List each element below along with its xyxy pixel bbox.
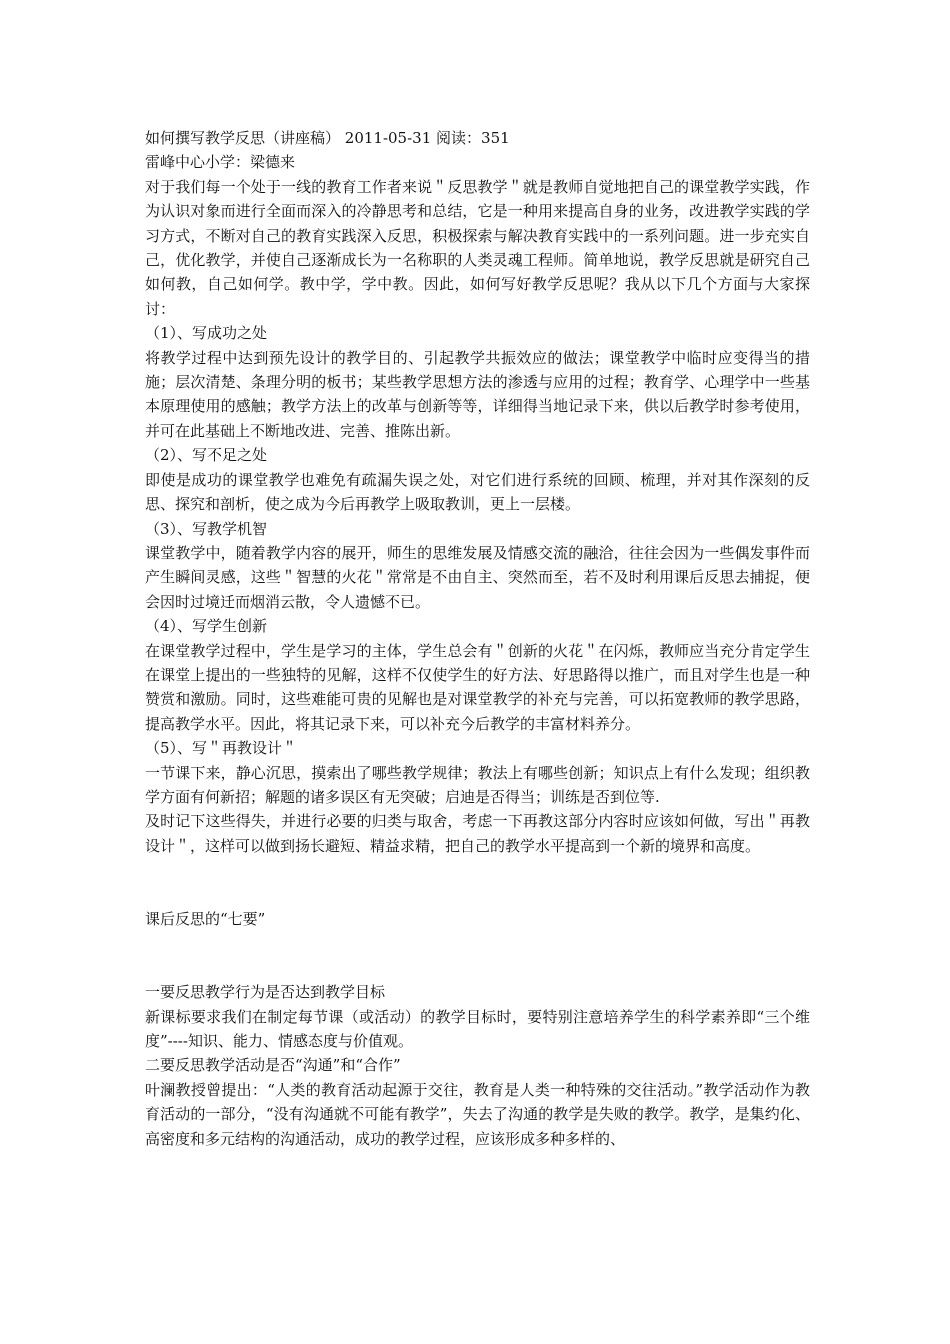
section-heading-5: （5）、写＂再教设计＂: [145, 739, 298, 758]
section-heading-3: （3）、写教学机智: [145, 519, 268, 538]
intro-paragraph: 对于我们每一个处于一线的教育工作者来说＂反思教学＂就是教师自觉地把自己的课堂教学实践，作为认识对象而进行全面而深入的冷静思考和总结，它是一种用来提高自身的业务，改进教学实践的学习方式，不断对自己的教育实践深入反思，积极探索与解决教育实践中的一系列问题。进一步充实自己，优化教学，并使自己逐渐成长为一名称职的人类灵魂工程师。简单地说，教学反思就是研究自己如何教，自己如何学。教中学，学中教。因此，如何写好教学反思呢？我从以下几个方面与大家探讨：: [145, 177, 810, 318]
section-body-3: 课堂教学中，随着教学内容的展开，师生的思维发展及情感交流的融洽，往往会因为一些偶发事件而产生瞬间灵感，这些＂智慧的火花＂常常是不由自主、突然而至，若不及时利用课后反思去捕捉，便会因时过境迁而烟消云散，令人遗憾不已。: [145, 543, 810, 611]
article-header-line: 如何撰写教学反思（讲座稿） 2011-05-31 阅读：351: [145, 129, 510, 147]
author-line: 雷峰中心小学：梁德来: [145, 153, 296, 172]
section-heading-2: （2）、写不足之处: [145, 446, 268, 465]
section-heading-4: （4）、写学生创新: [145, 617, 268, 636]
point-body-2: 叶澜教授曾提出：“人类的教育活动起源于交往，教育是人类一种特殊的交往活动。”教学活动作为教育活动的一部分，“没有沟通就不可能有教学”，失去了沟通的教学是失败的教学。教学，是集约化、高密度和多元结构的沟通活动，成功的教学过程，应该形成多种多样的、: [145, 1080, 810, 1148]
point-body-1: 新课标要求我们在制定每节课（或活动）的教学目标时，要特别注意培养学生的科学素养即“三个维度”----知识、能力、情感态度与价值观。: [145, 1007, 810, 1050]
spacer: [145, 858, 810, 907]
section-body-5: 一节课下来，静心沉思，摸索出了哪些教学规律；教法上有哪些创新；知识点上有什么发现；组织教学方面有何新招；解题的诸多误区有无突破；启迪是否得当；训练是否到位等.: [145, 763, 810, 806]
document-content: [145, 126, 810, 1151]
section-body-5-followup: 及时记下这些得失，并进行必要的归类与取舍，考虑一下再教这部分内容时应该如何做，写出＂再教设计＂，这样可以做到扬长避短、精益求精，把自己的教学水平提高到一个新的境界和高度。: [145, 812, 810, 855]
spacer: [145, 931, 810, 980]
section-heading-1: （1）、写成功之处: [145, 324, 268, 343]
section-body-2: 即使是成功的课堂教学也难免有疏漏失误之处，对它们进行系统的回顾、梳理，并对其作深刻的反思、探究和剖析，使之成为今后再教学上吸取教训，更上一层楼。: [145, 470, 810, 514]
section-body-4: 在课堂教学过程中，学生是学习的主体，学生总会有＂创新的火花＂在闪烁，教师应当充分肯定学生在课堂上提出的一些独特的见解，这样不仅使学生的好方法、好思路得以推广，而且对学生也是一种赞赏和激励。同时，这些难能可贵的见解也是对课堂教学的补充与完善，可以拓宽教师的教学思路，提高教学水平。因此，将其记录下来，可以补充今后教学的丰富材料养分。: [145, 641, 810, 733]
section-body-1: 将教学过程中达到预先设计的教学目的、引起教学共振效应的做法；课堂教学中临时应变得当的措施；层次清楚、条理分明的板书；某些教学思想方法的渗透与应用的过程；教育学、心理学中一些基本原理使用的感触；教学方法上的改革与创新等等，详细得当地记录下来，供以后教学时参考使用，并可在此基础上不断地改进、完善、推陈出新。: [145, 348, 810, 440]
point-heading-2: 二要反思教学活动是否“沟通”和“合作”: [145, 1056, 401, 1075]
second-title: 课后反思的“七要”: [145, 909, 266, 928]
point-heading-1: 一要反思教学行为是否达到教学目标: [145, 983, 386, 1002]
